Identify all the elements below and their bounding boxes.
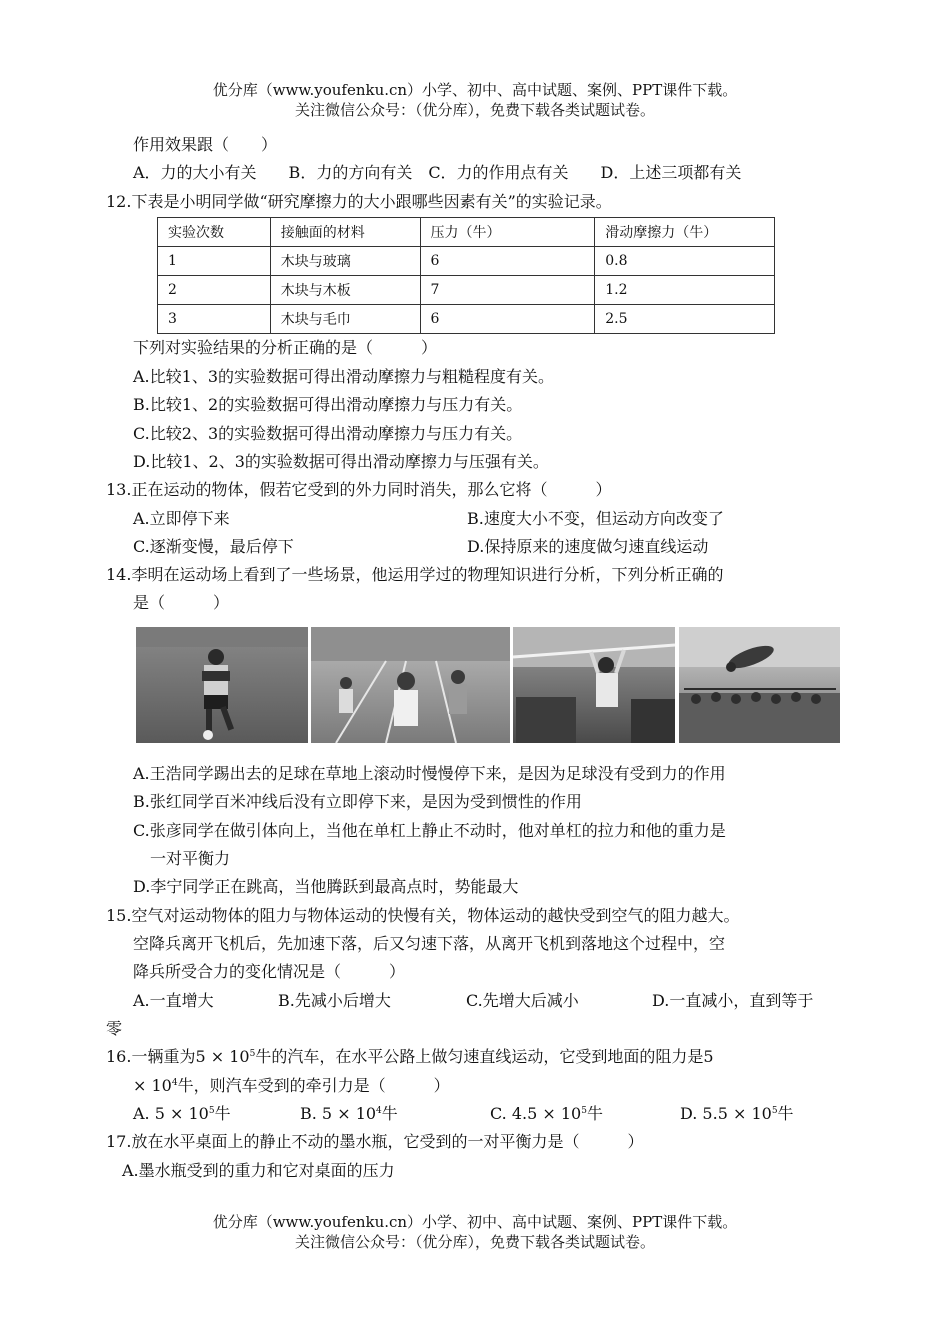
q16-stem-line-1: 16.一辆重为$5 \times 10^5$牛的汽车，在水平公路上做匀速直线运动，它受到地面的阻力是5	[106, 1047, 714, 1066]
q14-option-a: A.王浩同学踢出去的足球在草地上滚动时慢慢停下来，是因为足球没有受到力的作用	[133, 764, 726, 783]
header-line-2: 关注微信公众号：（优分库），免费下载各类试题试卷。	[294, 101, 655, 119]
table-header-cell: 实验次数	[158, 218, 271, 247]
q15-stem-line-3: 降兵所受合力的变化情况是（ ）	[133, 962, 406, 981]
q16-option-c: C. $4.5 \times 10^5$牛	[490, 1104, 603, 1123]
footer-line-2: 关注微信公众号：（优分库），免费下载各类试题试卷。	[294, 1233, 655, 1251]
table-cell: 木块与木板	[270, 276, 420, 305]
q17-stem: 17.放在水平桌面上的静止不动的墨水瓶，它受到的一对平衡力是（ ）	[106, 1132, 644, 1151]
table-header-cell: 压力（牛）	[420, 218, 595, 247]
table-header-row	[158, 218, 775, 247]
q13-option-b: B.速度大小不变，但运动方向改变了	[467, 509, 724, 528]
q15-option-c: C.先增大后减小	[466, 991, 579, 1010]
q14-stem-line-1: 14.李明在运动场上看到了一些场景，他运用学过的物理知识进行分析，下列分析正确的	[106, 565, 724, 584]
table-cell: 木块与毛巾	[270, 305, 420, 334]
q16-option-b: B. $5 \times 10^4$牛	[300, 1104, 398, 1123]
sports-photos-image	[136, 627, 840, 743]
header-line-1: 优分库（www.youfenku.cn）小学、初中、高中试题、案例、PPT课件下载。	[212, 81, 738, 99]
q11-continuation: 作用效果跟（ ）	[133, 135, 278, 154]
q15-stem-line-1: 15.空气对运动物体的阻力与物体运动的快慢有关，物体运动的越快受到空气的阻力越大。	[106, 906, 740, 925]
q14-stem-line-2: 是（ ）	[133, 593, 230, 612]
table-header-cell: 接触面的材料	[270, 218, 420, 247]
table-cell: 6	[420, 247, 595, 276]
q13-stem: 13.正在运动的物体，假若它受到的外力同时消失，那么它将（ ）	[106, 480, 612, 499]
table-cell: 1	[158, 247, 271, 276]
q12-option-c: C.比较2、3的实验数据可得出滑动摩擦力与压力有关。	[133, 424, 523, 443]
q14-option-c: C.张彦同学在做引体向上，当他在单杠上静止不动时，他对单杠的拉力和他的重力是	[133, 821, 726, 840]
q14-option-b: B.张红同学百米冲线后没有立即停下来，是因为受到惯性的作用	[133, 792, 582, 811]
q17-option-a: A.墨水瓶受到的重力和它对桌面的压力	[122, 1161, 395, 1180]
q12-option-a: A.比较1、3的实验数据可得出滑动摩擦力与粗糙程度有关。	[133, 367, 555, 386]
q13-option-c: C.逐渐变慢，最后停下	[133, 537, 294, 556]
table-row	[158, 276, 775, 305]
q15-option-d: D.一直减小，直到等于	[652, 991, 814, 1010]
table-row	[158, 305, 775, 334]
table-cell: 3	[158, 305, 271, 334]
q12-stem: 12.下表是小明同学做“研究摩擦力的大小跟哪些因素有关”的实验记录。	[106, 192, 612, 211]
photo-soccer	[136, 627, 308, 743]
table-row	[158, 247, 775, 276]
footer-line-1: 优分库（www.youfenku.cn）小学、初中、高中试题、案例、PPT课件下载。	[212, 1213, 738, 1231]
table-cell: 2.5	[595, 305, 775, 334]
sports-photos	[136, 627, 840, 743]
q13-option-a: A.立即停下来	[133, 509, 230, 528]
q14-option-d: D.李宁同学正在跳高，当他腾跃到最高点时，势能最大	[133, 877, 519, 896]
table-cell: 2	[158, 276, 271, 305]
q15-option-a: A.一直增大	[133, 991, 214, 1010]
q15-option-b: B.先减小后增大	[278, 991, 391, 1010]
q16-option-d: D. $5.5 \times 10^5$牛	[680, 1104, 794, 1123]
q12-ask: 下列对实验结果的分析正确的是（ ）	[133, 338, 438, 357]
photo-pullup	[513, 627, 675, 743]
table-cell: 6	[420, 305, 595, 334]
table-header-cell: 滑动摩擦力（牛）	[595, 218, 775, 247]
table-cell: 0.8	[595, 247, 775, 276]
q14-option-c-cont: 一对平衡力	[150, 849, 231, 868]
q16-stem-line-2: × $10^4$牛，则汽车受到的牵引力是（ ）	[133, 1076, 450, 1095]
q16-option-a: A. $5 \times 10^5$牛	[133, 1104, 231, 1123]
q12-option-d: D.比较1、2、3的实验数据可得出滑动摩擦力与压强有关。	[133, 452, 549, 471]
photo-highjump	[679, 627, 840, 743]
q13-option-d: D.保持原来的速度做匀速直线运动	[467, 537, 709, 556]
table-cell: 1.2	[595, 276, 775, 305]
q12-option-b: B.比较1、2的实验数据可得出滑动摩擦力与压力有关。	[133, 395, 523, 414]
table-cell: 木块与玻璃	[270, 247, 420, 276]
table-cell: 7	[420, 276, 595, 305]
photo-running	[311, 627, 510, 743]
q11-options: A．力的大小有关 B．力的方向有关 C．力的作用点有关 D．上述三项都有关	[133, 163, 742, 182]
experiment-table	[157, 217, 775, 334]
q15-option-d-cont: 零	[106, 1019, 123, 1038]
q15-stem-line-2: 空降兵离开飞机后，先加速下落，后又匀速下落，从离开飞机到落地这个过程中，空	[133, 934, 726, 953]
